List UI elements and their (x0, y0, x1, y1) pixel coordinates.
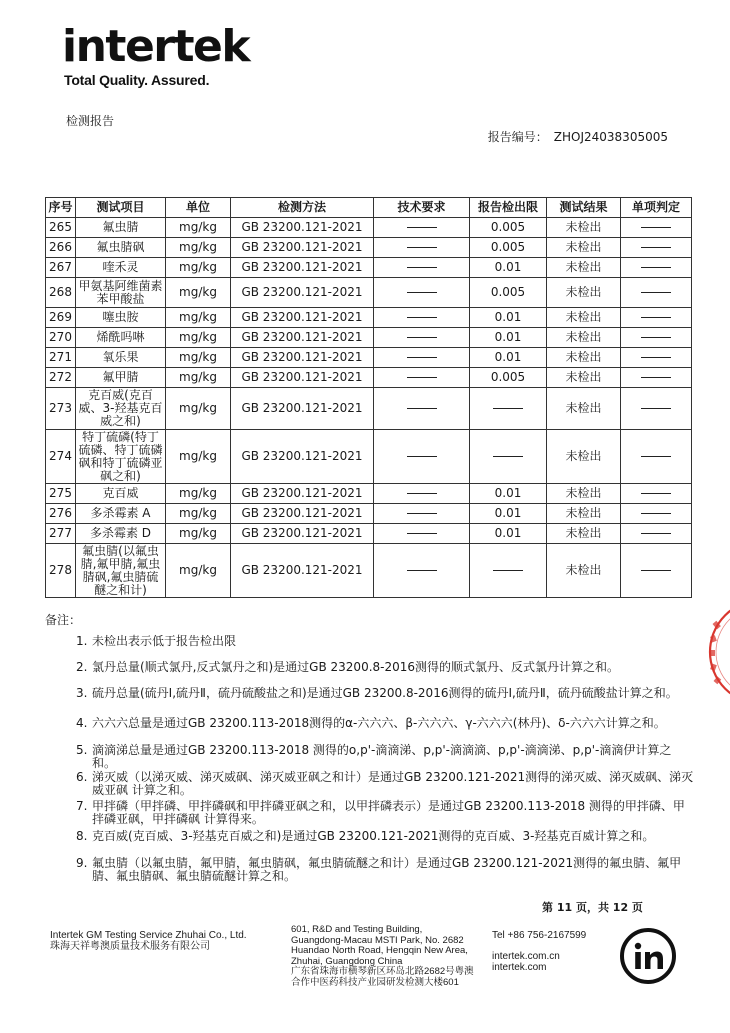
col-header-method: 检测方法 (231, 198, 374, 218)
cell-method: GB 23200.121-2021 (231, 524, 374, 544)
table-row (46, 308, 692, 328)
cell-judgement (621, 308, 692, 328)
dash-mark (407, 292, 437, 293)
cell-unit: mg/kg (166, 258, 231, 278)
dash-mark (407, 408, 437, 409)
note-text: 氟虫腈（以氟虫腈，氟甲腈，氟虫腈砜，氟虫腈硫醚之和计）是通过GB 23200.121-2021测得的氟虫腈、氟甲腈、氟虫腈砜、氟虫腈硫醚计算之和。 (92, 856, 682, 883)
cell-unit: mg/kg (166, 308, 231, 328)
cell-item: 烯酰吗啉 (76, 328, 166, 348)
cell-no: 266 (46, 238, 76, 258)
table-row (46, 278, 692, 308)
cell-method: GB 23200.121-2021 (231, 504, 374, 524)
cell-unit: mg/kg (166, 368, 231, 388)
cell-requirement (374, 328, 470, 348)
cell-limit: 0.01 (470, 308, 547, 328)
cell-no: 274 (46, 430, 76, 484)
dash-mark (493, 570, 523, 571)
cell-result: 未检出 (547, 388, 621, 430)
cell-method: GB 23200.121-2021 (231, 218, 374, 238)
note-number: 1. (76, 634, 88, 648)
footer-web-cn: intertek.com.cn (492, 951, 560, 962)
cell-item: 甲氨基阿维菌素苯甲酸盐 (76, 278, 166, 308)
footer-company-en: Intertek GM Testing Service Zhuhai Co., Ltd. (50, 930, 247, 941)
footer-address-line: 合作中医药科技产业园研发检测大楼601 (291, 976, 459, 988)
cell-method: GB 23200.121-2021 (231, 544, 374, 598)
note-number: 3. (76, 686, 88, 700)
note-text: 涕灭威（以涕灭威、涕灭威砜、涕灭威亚砜之和计）是通过GB 23200.121-2021测得的涕灭威、涕灭威砜、涕灭威亚砜 计算之和。 (92, 770, 694, 797)
report-number-label: 报告编号： (487, 130, 548, 144)
footer-web: intertek.com (492, 962, 547, 973)
cell-result: 未检出 (547, 328, 621, 348)
note-text: 硫丹总量(硫丹Ⅰ,硫丹Ⅱ，硫丹硫酸盐之和)是通过GB 23200.8-2016测得的硫丹Ⅰ,硫丹Ⅱ，硫丹硫酸盐计算之和。 (92, 686, 678, 700)
dash-mark (407, 493, 437, 494)
cell-judgement (621, 430, 692, 484)
cell-limit: 0.01 (470, 348, 547, 368)
table-row (46, 258, 692, 278)
cell-requirement (374, 430, 470, 484)
note-text: 克百威(克百威、3-羟基克百威之和)是通过GB 23200.121-2021测得的克百威、3-羟基克百威计算之和。 (92, 829, 655, 843)
cell-judgement (621, 524, 692, 544)
cell-requirement (374, 258, 470, 278)
cell-result: 未检出 (547, 348, 621, 368)
cell-result: 未检出 (547, 278, 621, 308)
col-header-requirement: 技术要求 (374, 198, 470, 218)
dash-mark (407, 357, 437, 358)
intertek-logo (62, 21, 250, 88)
dash-mark (493, 408, 523, 409)
cell-item: 氟甲腈 (76, 368, 166, 388)
cell-unit: mg/kg (166, 430, 231, 484)
cell-unit: mg/kg (166, 504, 231, 524)
note-number: 8. (76, 829, 88, 843)
cell-method: GB 23200.121-2021 (231, 484, 374, 504)
col-header-judgement: 单项判定 (621, 198, 692, 218)
table-row (46, 484, 692, 504)
footer-address-line: Zhuhai, Guangdong China (291, 955, 403, 967)
cell-limit: 0.005 (470, 238, 547, 258)
cell-judgement (621, 544, 692, 598)
note-item (76, 830, 694, 843)
cell-judgement (621, 278, 692, 308)
cell-judgement (621, 328, 692, 348)
cell-limit (470, 388, 547, 430)
cell-method: GB 23200.121-2021 (231, 368, 374, 388)
table-row (46, 524, 692, 544)
note-item (76, 635, 694, 648)
table-row (46, 238, 692, 258)
cell-no: 276 (46, 504, 76, 524)
cell-method: GB 23200.121-2021 (231, 238, 374, 258)
dash-mark (407, 247, 437, 248)
cell-requirement (374, 218, 470, 238)
note-item (76, 771, 694, 797)
dash-mark (641, 337, 671, 338)
note-text: 滴滴涕总量是通过GB 23200.113-2018 测得的o,p'-滴滴涕、p,p'-滴滴滴、p,p'-滴滴涕、p,p'-滴滴伊计算之和。 (92, 743, 672, 770)
cell-limit: 0.005 (470, 218, 547, 238)
table-header-row (46, 198, 692, 218)
cell-no: 273 (46, 388, 76, 430)
cell-limit (470, 544, 547, 598)
cell-method: GB 23200.121-2021 (231, 278, 374, 308)
cell-item: 克百威 (76, 484, 166, 504)
company-seal-stamp (702, 592, 730, 712)
note-text: 氯丹总量(顺式氯丹,反式氯丹之和)是通过GB 23200.8-2016测得的顺式氯丹、反式氯丹计算之和。 (92, 660, 620, 674)
dash-mark (641, 570, 671, 571)
cell-no: 269 (46, 308, 76, 328)
note-number: 2. (76, 660, 88, 674)
cell-no: 277 (46, 524, 76, 544)
note-number: 4. (76, 716, 88, 730)
footer-address (291, 925, 474, 988)
cell-item: 喹禾灵 (76, 258, 166, 278)
intertek-in-logo-icon (618, 926, 678, 986)
cell-requirement (374, 524, 470, 544)
cell-item: 多杀霉素 D (76, 524, 166, 544)
report-number (488, 128, 668, 145)
cell-method: GB 23200.121-2021 (231, 328, 374, 348)
cell-judgement (621, 258, 692, 278)
cell-limit (470, 430, 547, 484)
cell-limit: 0.01 (470, 524, 547, 544)
note-text: 未检出表示低于报告检出限 (92, 634, 237, 648)
footer-tel: Tel +86 756-2167599 (492, 930, 587, 941)
cell-requirement (374, 484, 470, 504)
dash-mark (641, 247, 671, 248)
col-header-unit: 单位 (166, 198, 231, 218)
page-number: 第 11 页，共 12 页 (542, 901, 643, 914)
note-number: 7. (76, 799, 88, 813)
cell-judgement (621, 238, 692, 258)
cell-judgement (621, 218, 692, 238)
cell-result: 未检出 (547, 504, 621, 524)
cell-unit: mg/kg (166, 544, 231, 598)
dash-mark (493, 456, 523, 457)
dash-mark (407, 317, 437, 318)
dash-mark (407, 570, 437, 571)
note-text: 甲拌磷（甲拌磷、甲拌磷砜和甲拌磷亚砜之和，以甲拌磷表示）是通过GB 23200.113-2018 测得的甲拌磷、甲拌磷亚砜，甲拌磷砜 计算得来。 (92, 799, 685, 826)
note-item (76, 744, 694, 770)
note-number: 5. (76, 743, 88, 757)
cell-judgement (621, 368, 692, 388)
table-row (46, 218, 692, 238)
cell-unit: mg/kg (166, 278, 231, 308)
table-row (46, 544, 692, 598)
note-item (76, 661, 694, 674)
col-header-no: 序号 (46, 198, 76, 218)
cell-limit: 0.01 (470, 258, 547, 278)
dash-mark (407, 227, 437, 228)
dash-mark (641, 292, 671, 293)
cell-result: 未检出 (547, 308, 621, 328)
col-header-limit: 报告检出限 (470, 198, 547, 218)
brand-tagline: Total Quality. Assured. (64, 72, 210, 88)
cell-result: 未检出 (547, 544, 621, 598)
dash-mark (641, 408, 671, 409)
cell-no: 268 (46, 278, 76, 308)
cell-no: 265 (46, 218, 76, 238)
cell-result: 未检出 (547, 238, 621, 258)
table-row (46, 504, 692, 524)
note-item (76, 857, 694, 883)
cell-item: 氧乐果 (76, 348, 166, 368)
cell-result: 未检出 (547, 368, 621, 388)
dash-mark (641, 456, 671, 457)
note-item (76, 717, 694, 730)
results-table (45, 197, 692, 598)
note-item (76, 687, 694, 700)
cell-item: 氟虫腈砜 (76, 238, 166, 258)
col-header-result: 测试结果 (547, 198, 621, 218)
footer-address-line: 广东省珠海市横琴新区环岛北路2682号粤澳 (291, 966, 474, 977)
cell-no: 271 (46, 348, 76, 368)
cell-requirement (374, 544, 470, 598)
cell-item: 噻虫胺 (76, 308, 166, 328)
cell-requirement (374, 238, 470, 258)
cell-no: 278 (46, 544, 76, 598)
dash-mark (407, 533, 437, 534)
cell-method: GB 23200.121-2021 (231, 348, 374, 368)
footer-contact (492, 930, 586, 973)
dash-mark (407, 377, 437, 378)
cell-result: 未检出 (547, 258, 621, 278)
cell-result: 未检出 (547, 430, 621, 484)
footer-address-line: 601, R&D and Testing Building, (291, 924, 423, 935)
cell-requirement (374, 278, 470, 308)
cell-result: 未检出 (547, 484, 621, 504)
cell-limit: 0.005 (470, 278, 547, 308)
note-number: 6. (76, 770, 88, 784)
cell-unit: mg/kg (166, 218, 231, 238)
notes-title: 备注： (45, 613, 82, 627)
table-row (46, 430, 692, 484)
table-row (46, 348, 692, 368)
cell-no: 272 (46, 368, 76, 388)
dash-mark (641, 533, 671, 534)
cell-method: GB 23200.121-2021 (231, 388, 374, 430)
dash-mark (407, 337, 437, 338)
cell-no: 270 (46, 328, 76, 348)
note-item (76, 800, 694, 826)
cell-unit: mg/kg (166, 524, 231, 544)
dash-mark (407, 456, 437, 457)
dash-mark (641, 357, 671, 358)
cell-judgement (621, 348, 692, 368)
cell-method: GB 23200.121-2021 (231, 258, 374, 278)
dash-mark (641, 317, 671, 318)
table-row (46, 328, 692, 348)
cell-unit: mg/kg (166, 238, 231, 258)
cell-method: GB 23200.121-2021 (231, 308, 374, 328)
footer-company (50, 930, 247, 952)
cell-unit: mg/kg (166, 484, 231, 504)
cell-requirement (374, 388, 470, 430)
note-text: 六六六总量是通过GB 23200.113-2018测得的α-六六六、β-六六六、γ-六六六(林丹)、δ-六六六计算之和。 (92, 716, 666, 730)
brand-wordmark: intertek (62, 21, 250, 72)
cell-requirement (374, 348, 470, 368)
document-type: 检测报告 (66, 114, 115, 128)
report-number-value: ZHOJ24038305005 (553, 130, 668, 144)
cell-item: 氟虫腈 (76, 218, 166, 238)
dash-mark (641, 227, 671, 228)
dash-mark (641, 513, 671, 514)
dash-mark (407, 267, 437, 268)
footer-address-line: Huandao North Road, Hengqin New Area, (291, 945, 468, 956)
footer-company-cn: 珠海天祥粤澳质量技术服务有限公司 (50, 941, 210, 952)
cell-no: 267 (46, 258, 76, 278)
cell-item: 氟虫腈(以氟虫腈,氟甲腈,氟虫腈砜,氟虫腈硫醚之和计) (76, 544, 166, 598)
cell-limit: 0.005 (470, 368, 547, 388)
cell-judgement (621, 504, 692, 524)
cell-limit: 0.01 (470, 484, 547, 504)
cell-requirement (374, 308, 470, 328)
cell-result: 未检出 (547, 218, 621, 238)
cell-item: 克百威(克百威、3-羟基克百威之和) (76, 388, 166, 430)
cell-result: 未检出 (547, 524, 621, 544)
note-number: 9. (76, 856, 88, 870)
dash-mark (407, 513, 437, 514)
dash-mark (641, 267, 671, 268)
footer-address-line: Guangdong-Macau MSTI Park, No. 2682 (291, 934, 464, 946)
dash-mark (641, 377, 671, 378)
cell-method: GB 23200.121-2021 (231, 430, 374, 484)
dash-mark (641, 493, 671, 494)
cell-item: 特丁硫磷(特丁硫磷、特丁硫磷砜和特丁硫磷亚砜之和) (76, 430, 166, 484)
cell-no: 275 (46, 484, 76, 504)
col-header-item: 测试项目 (76, 198, 166, 218)
table-row (46, 368, 692, 388)
cell-item: 多杀霉素 A (76, 504, 166, 524)
cell-limit: 0.01 (470, 504, 547, 524)
cell-limit: 0.01 (470, 328, 547, 348)
cell-unit: mg/kg (166, 348, 231, 368)
cell-unit: mg/kg (166, 328, 231, 348)
cell-judgement (621, 484, 692, 504)
cell-requirement (374, 504, 470, 524)
cell-unit: mg/kg (166, 388, 231, 430)
cell-requirement (374, 368, 470, 388)
cell-judgement (621, 388, 692, 430)
table-row (46, 388, 692, 430)
